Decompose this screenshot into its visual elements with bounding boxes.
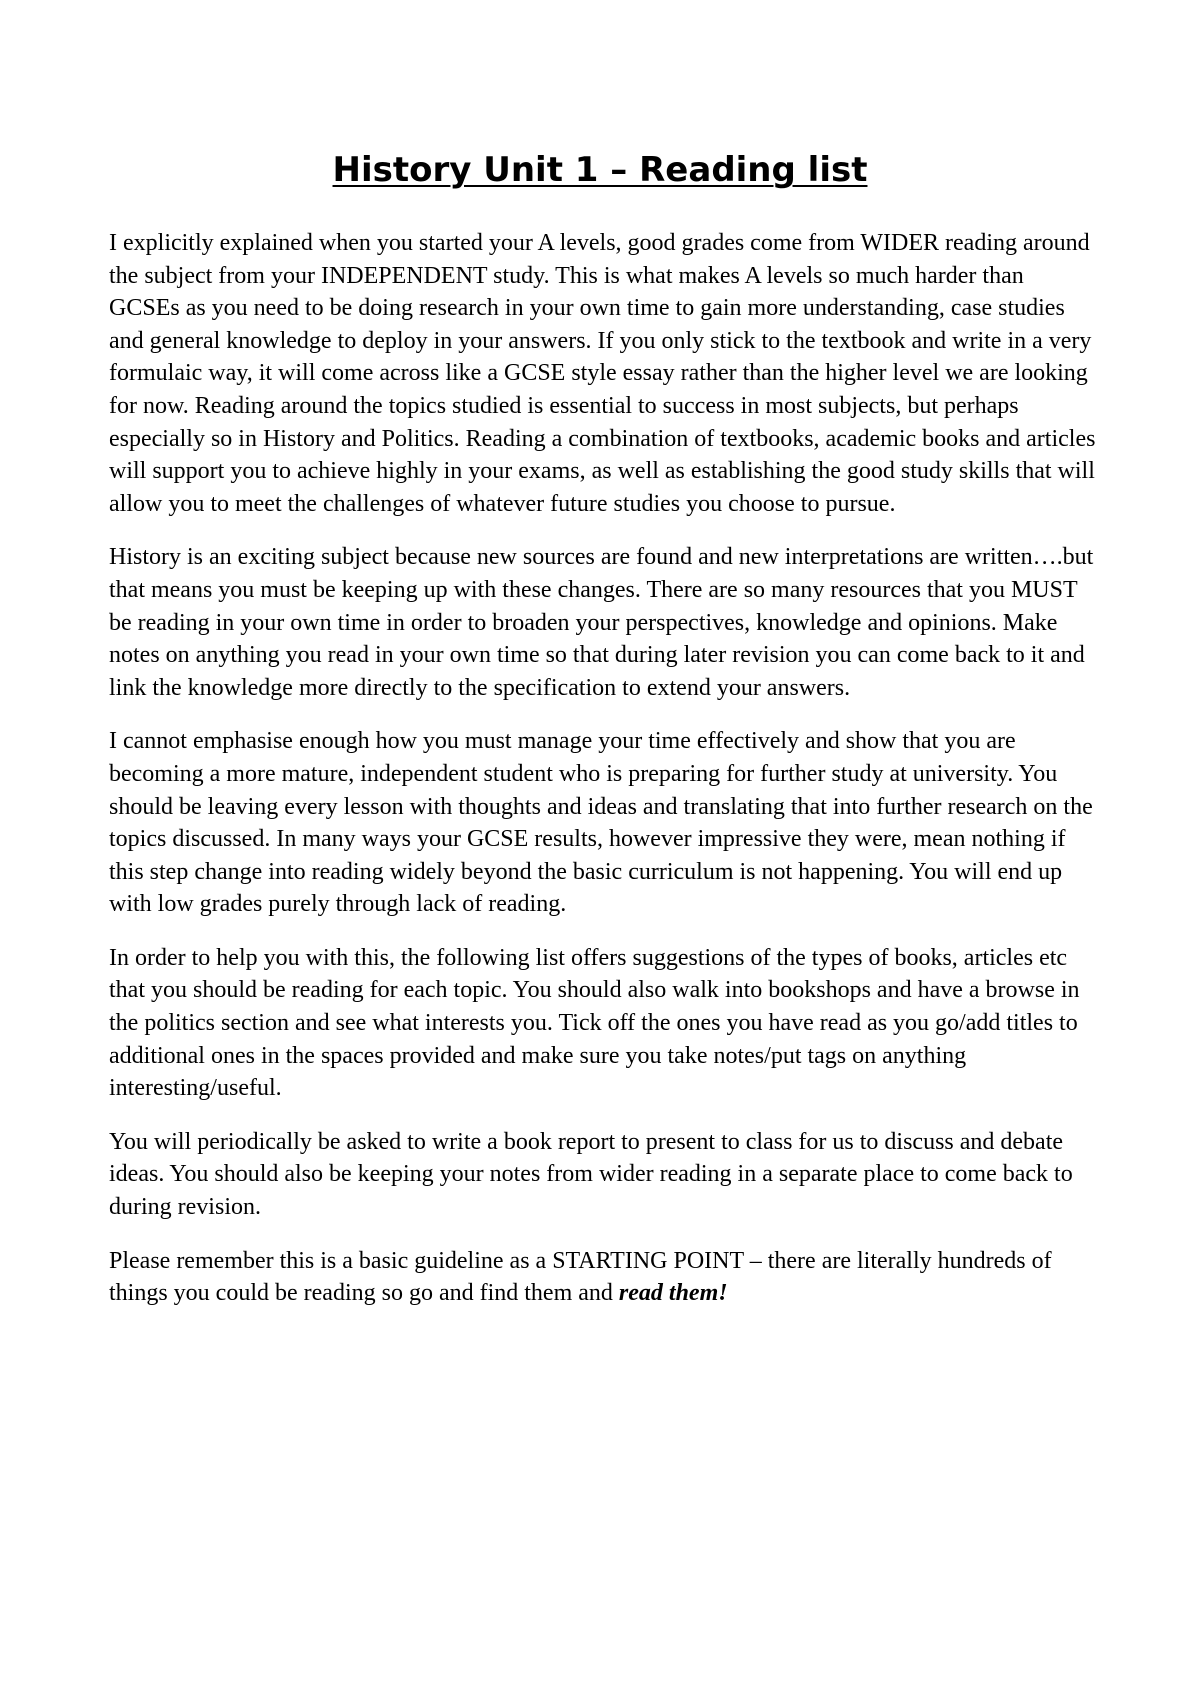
starting-point-text: Please remember this is a basic guideline as a STARTING POINT – there are literally hundreds of things you could be reading so go and find them and [109, 1247, 1052, 1307]
paragraph-starting-point [109, 1245, 1099, 1310]
paragraph-time-management: I cannot emphasise enough how you must manage your time effectively and show that you are becoming a more mature, independent student who is preparing for further study at university. You should be leaving every lesson with thoughts and ideas and translating that into further research on the topics discussed. In many ways your GCSE results, however impressive they were, mean nothing if this step change into reading widely beyond the basic curriculum is not happening. You will end up with low grades purely through lack of reading. [109, 728, 1093, 918]
paragraph-reading-list-help: In order to help you with this, the following list offers suggestions of the types of books, articles etc that you should be reading for each topic. You should also walk into bookshops and have a browse in the politics section and see what interests you. Tick off the ones you have read as you go/add titles to additional ones in the spaces provided and make sure you take notes/put tags on anything interesting/useful. [109, 944, 1080, 1102]
page-title: History Unit 1 – Reading list [332, 150, 868, 190]
paragraph-intro: I explicitly explained when you started your A levels, good grades come from WIDER reading around the subject from your INDEPENDENT study. This is what makes A levels so much harder than GCSEs as you need to be doing research in your own time to gain more understanding, case studies and general knowledge to deploy in your answers. If you only stick to the textbook and write in a very formulaic way, it will come across like a GCSE style essay rather than the higher level we are looking for now. Reading around the topics studied is essential to success in most subjects, but perhaps especially so in History and Politics. Reading a combination of textbooks, academic books and articles will support you to achieve highly in your exams, as well as establishing the good study skills that will allow you to meet the challenges of whatever future studies you choose to pursue. [109, 230, 1096, 517]
read-them-emphasis: read them! [618, 1280, 728, 1307]
document-body [109, 227, 1099, 1331]
paragraph-history-exciting: History is an exciting subject because new sources are found and new interpretations are written….but that means you must be keeping up with these changes. There are so many resources that you MUST be reading in your own time in order to broaden your perspectives, knowledge and opinions. Make notes on anything you read in your own time so that during later revision you can come back to it and link the knowledge more directly to the specification to extend your answers. [109, 544, 1094, 701]
paragraph-book-report: You will periodically be asked to write a book report to present to class for us to discuss and debate ideas. You should also be keeping your notes from wider reading in a separate place to come back to during revision. [109, 1128, 1073, 1221]
